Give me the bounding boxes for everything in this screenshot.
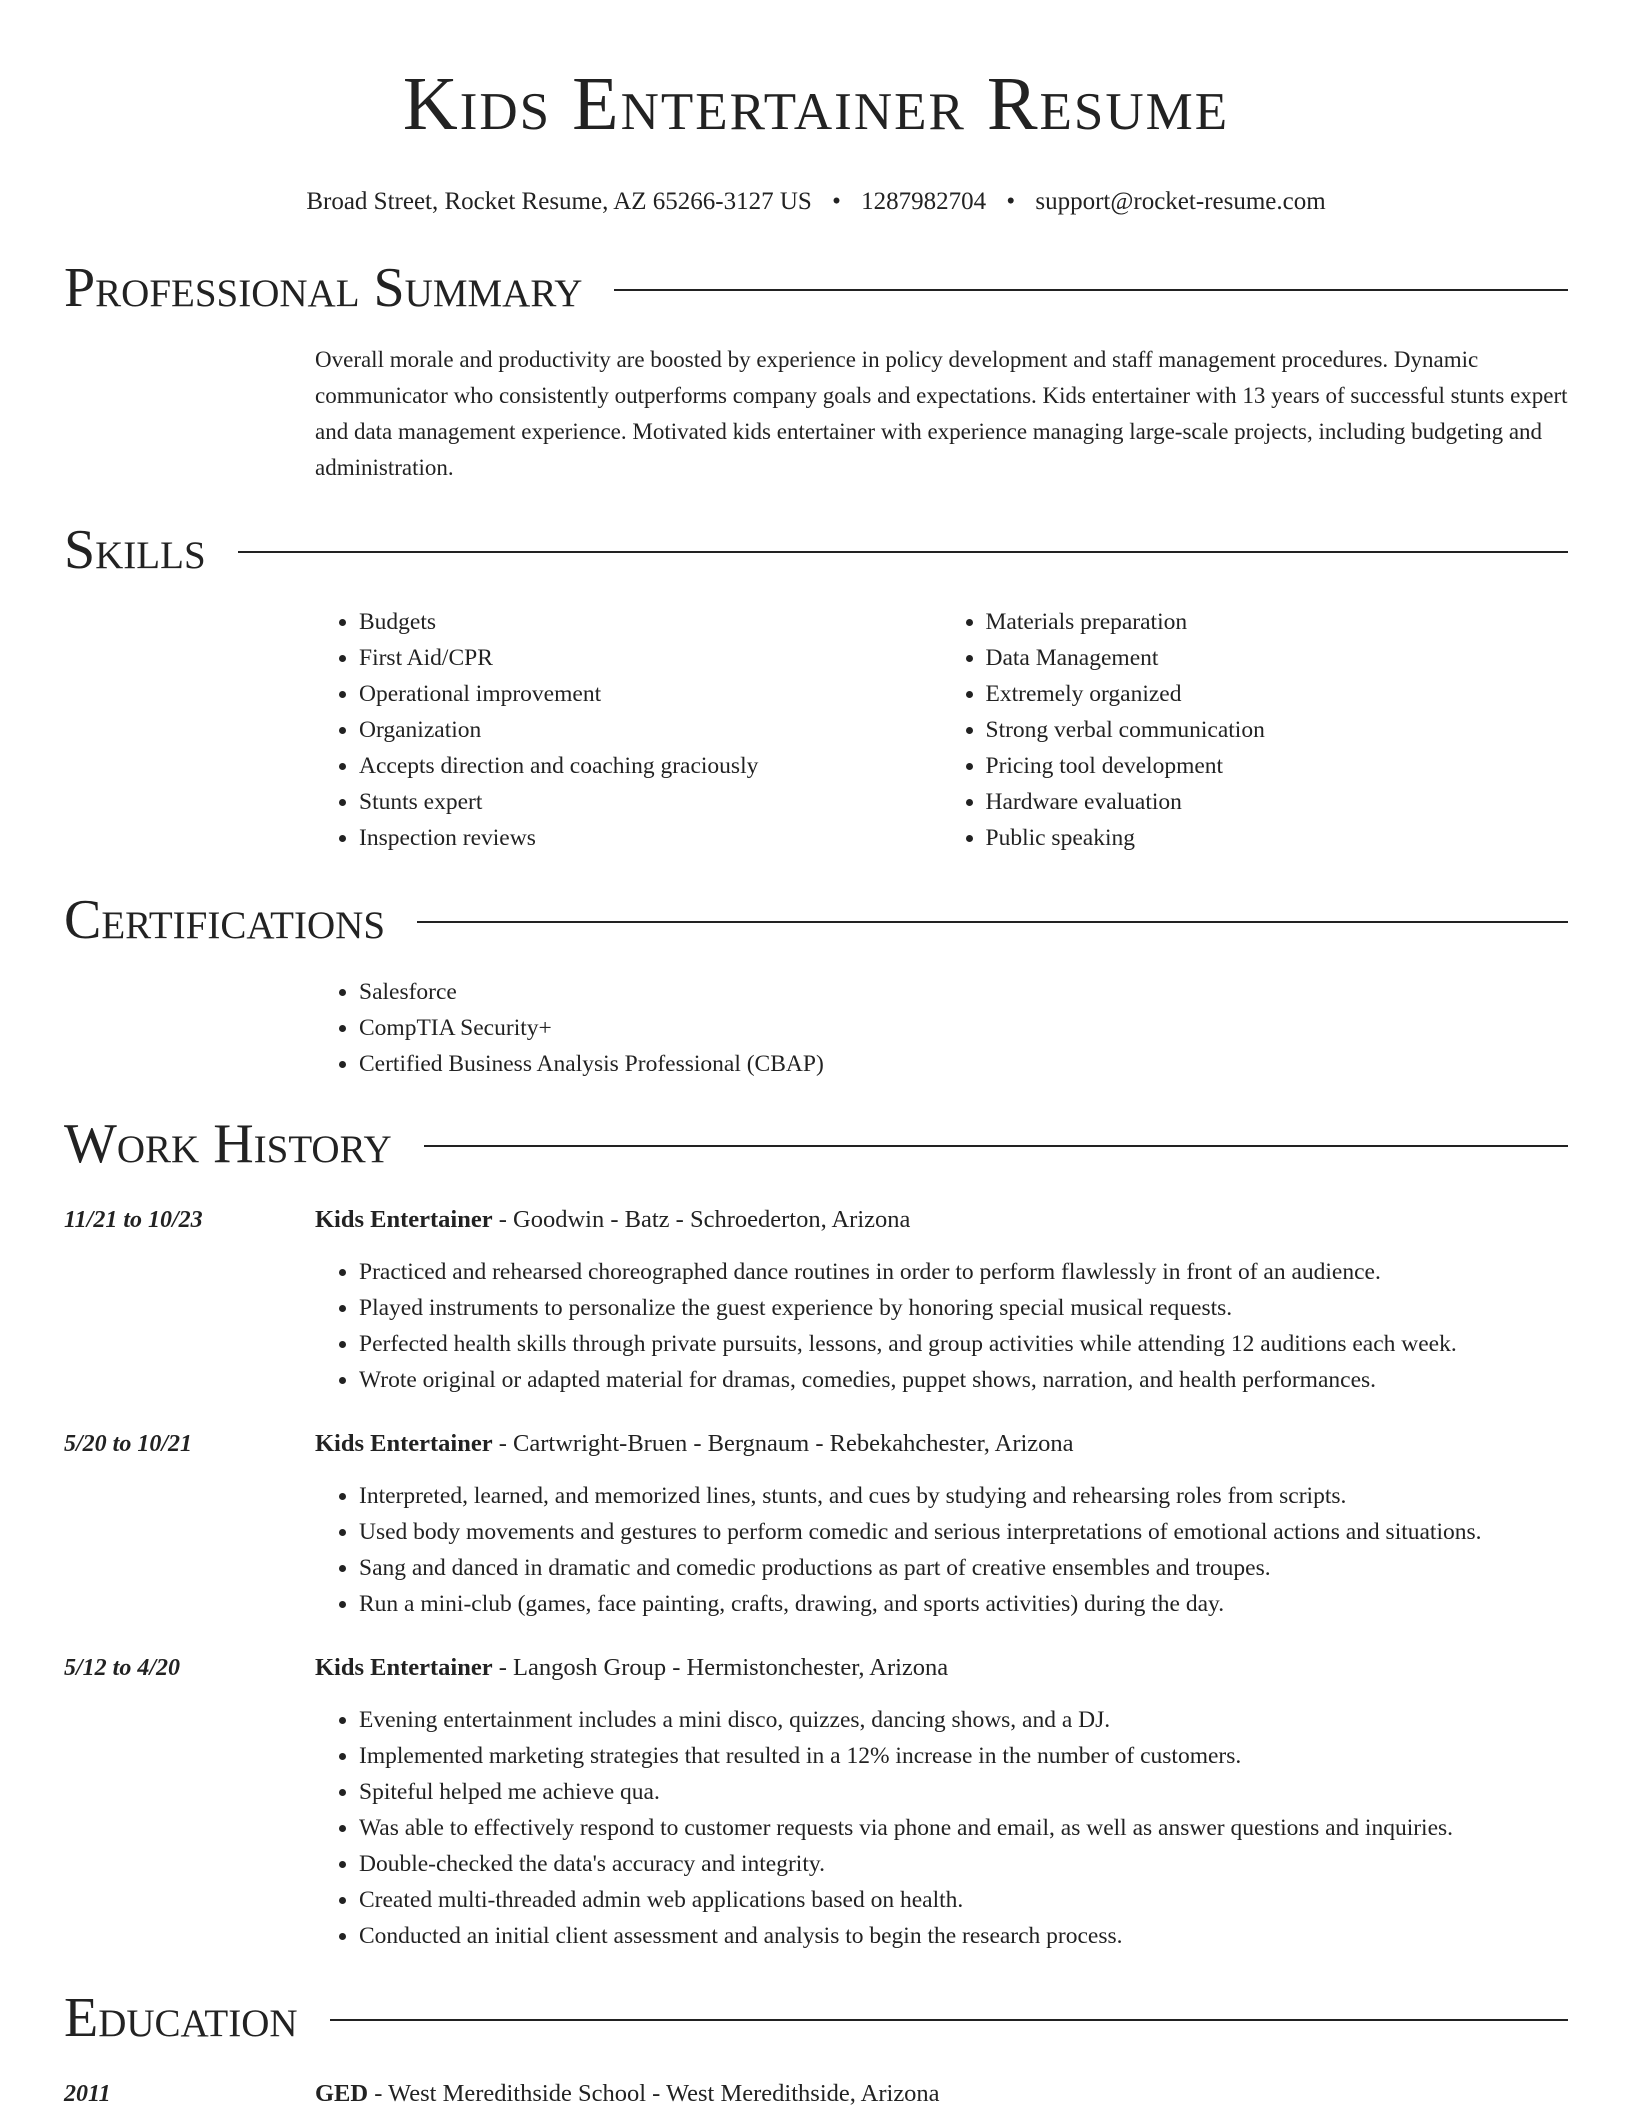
job-dates: 5/20 to 10/21 [64, 1431, 193, 1457]
education-entry [64, 2074, 1568, 2114]
skill-item: • Pricing tool development [986, 748, 1569, 784]
skills-list [315, 604, 1568, 856]
skill-item: • Organization [359, 712, 942, 748]
education-year: 2011 [64, 2081, 111, 2107]
contact-separator: • [1006, 188, 1016, 215]
work-section-header [64, 1110, 1568, 1178]
skills-section-header [64, 516, 1568, 584]
job-bullets [315, 1478, 1568, 1622]
skill-item: • Inspection reviews [359, 820, 942, 856]
job-bullet: • Conducted an initial client assessment and analysis to begin the research process. [359, 1918, 1568, 1954]
job-title: Kids Entertainer [315, 1430, 493, 1457]
skills-heading: Skills [64, 519, 206, 581]
job-bullet: • Played instruments to personalize the guest experience by honoring special musical requests. [359, 1290, 1568, 1326]
certifications-section-header [64, 886, 1568, 954]
skill-item: • Public speaking [986, 820, 1569, 856]
skill-item: • Strong verbal communication [986, 712, 1569, 748]
job-title: Kids Entertainer [315, 1654, 493, 1681]
certification-item: • CompTIA Security+ [359, 1010, 1568, 1046]
job-entry [64, 1200, 1568, 1398]
job-bullet: • Spiteful helped me achieve qua. [359, 1774, 1568, 1810]
job-entry [64, 1648, 1568, 1954]
section-divider [238, 551, 1568, 553]
job-title: Kids Entertainer [315, 1206, 493, 1233]
work-heading: Work History [64, 1113, 392, 1175]
job-bullet: • Used body movements and gestures to perform comedic and serious interpretations of emotional actions and situations. [359, 1514, 1568, 1550]
job-company: - Cartwright-Bruen - Bergnaum - Rebekahchester, Arizona [492, 1430, 1074, 1457]
resume-title: Kids Entertainer Resume [402, 62, 1230, 146]
skill-item: • Operational improvement [359, 676, 942, 712]
education-section-header [64, 1984, 1568, 2052]
job-bullet: • Evening entertainment includes a mini disco, quizzes, dancing shows, and a DJ. [359, 1702, 1568, 1738]
job-dates: 11/21 to 10/23 [64, 1207, 203, 1233]
section-divider [424, 1145, 1568, 1147]
job-title-line [315, 1648, 1568, 1688]
job-company: - Goodwin - Batz - Schroederton, Arizona [492, 1206, 911, 1233]
contact-email: support@rocket-resume.com [1035, 188, 1326, 215]
skill-item: • Extremely organized [986, 676, 1569, 712]
summary-text: Overall morale and productivity are boosted by experience in policy development and staff management procedures. Dynamic communicator who consistently outperforms company goals and expectations. Kids entertainer with 13 years of successful stunts expert and data management experience. Motivated kids entertainer with experience managing large-scale projects, including budgeting and administration. [315, 347, 1568, 480]
education-school: - West Meredithside School - West Meredithside, Arizona [368, 2080, 940, 2107]
certification-item: • Salesforce [359, 974, 1568, 1010]
skill-item: • Accepts direction and coaching graciously [359, 748, 942, 784]
skills-column-left [315, 604, 942, 856]
job-bullet: • Run a mini-club (games, face painting, crafts, drawing, and sports activities) during the day. [359, 1586, 1568, 1622]
skill-item: • Hardware evaluation [986, 784, 1569, 820]
contact-separator: • [832, 188, 841, 215]
skill-item: • Data Management [986, 640, 1569, 676]
contact-address: Broad Street, Rocket Resume, AZ 65266-3127 US [306, 188, 812, 215]
job-bullet: • Was able to effectively respond to customer requests via phone and email, as well as answer questions and inquiries. [359, 1810, 1568, 1846]
skill-item: • First Aid/CPR [359, 640, 942, 676]
summary-heading: Professional Summary [64, 257, 583, 319]
education-heading: Education [64, 1987, 298, 2049]
job-dates: 5/12 to 4/20 [64, 1655, 181, 1681]
certifications-heading: Certifications [64, 889, 386, 951]
certifications-list [315, 974, 1568, 1082]
section-divider [417, 921, 1568, 923]
work-history [64, 1200, 1568, 1954]
job-bullet: • Perfected health skills through private pursuits, lessons, and group activities while attending 12 auditions each week. [359, 1326, 1568, 1362]
job-bullets [315, 1702, 1568, 1954]
summary-section-header [64, 254, 1568, 322]
education-line [315, 2074, 940, 2114]
skills-column-right [942, 604, 1569, 856]
certification-item: • Certified Business Analysis Professional (CBAP) [359, 1046, 1568, 1082]
job-title-line [315, 1424, 1568, 1464]
job-bullet: • Double-checked the data's accuracy and integrity. [359, 1846, 1568, 1882]
job-bullets [315, 1254, 1568, 1398]
job-bullet: • Wrote original or adapted material for dramas, comedies, puppet shows, narration, and health performances. [359, 1362, 1568, 1398]
contact-phone: 1287982704 [861, 188, 987, 215]
education-degree: GED [315, 2080, 369, 2107]
job-bullet: • Implemented marketing strategies that resulted in a 12% increase in the number of customers. [359, 1738, 1568, 1774]
job-bullet: • Interpreted, learned, and memorized lines, stunts, and cues by studying and rehearsing roles from scripts. [359, 1478, 1568, 1514]
section-divider [614, 289, 1568, 291]
job-bullet: • Sang and danced in dramatic and comedic productions as part of creative ensembles and troupes. [359, 1550, 1568, 1586]
job-company: - Langosh Group - Hermistonchester, Arizona [492, 1654, 949, 1681]
job-title-line [315, 1200, 1568, 1240]
skill-item: • Materials preparation [986, 604, 1569, 640]
job-bullet: • Created multi-threaded admin web applications based on health. [359, 1882, 1568, 1918]
contact-line [64, 186, 1568, 218]
job-entry [64, 1424, 1568, 1622]
skill-item: • Budgets [359, 604, 942, 640]
skill-item: • Stunts expert [359, 784, 942, 820]
section-divider [330, 2019, 1568, 2021]
job-bullet: • Practiced and rehearsed choreographed dance routines in order to perform flawlessly in front of an audience. [359, 1254, 1568, 1290]
